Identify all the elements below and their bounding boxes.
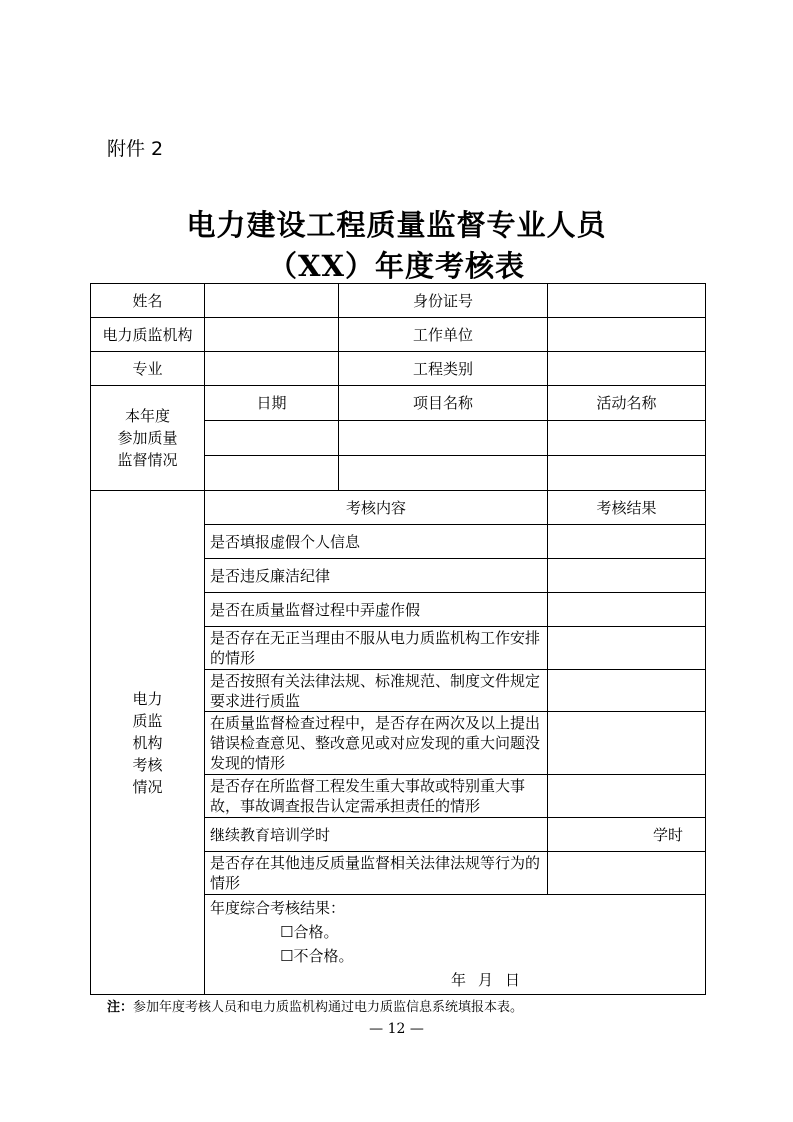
activity-name-field[interactable] [548,456,706,491]
row-name [91,284,706,318]
assessment-item: 在质量监督检查过程中，是否存在两次及以上提出错误检查意见、整改意见或对应发现的重大问题没发现的情形 [205,712,548,775]
label-project-type: 工程类别 [339,352,548,386]
form-title-line2: （XX）年度考核表 [267,249,525,283]
date-field[interactable] [205,456,339,491]
supervision-org-field[interactable] [205,318,339,352]
id-number-field[interactable] [548,284,706,318]
date-field[interactable] [205,421,339,456]
footnote-text: 参加年度考核人员和电力质监机构通过电力质监信息系统填报本表。 [133,1000,524,1015]
label-id-number: 身份证号 [339,284,548,318]
assessment-item: 是否存在所监督工程发生重大事故或特别重大事故，事故调查报告认定需承担责任的情形 [205,775,548,818]
assessment-result-field[interactable] [548,670,706,712]
col-assessment-content: 考核内容 [205,491,548,525]
specialty-field[interactable] [205,352,339,386]
assessment-item: 是否违反廉洁纪律 [205,559,548,593]
fail-checkbox[interactable]: ☐不合格。 [280,947,354,965]
year-label: 年 [450,971,466,989]
label-assessment: 电力 质监 机构 考核 情况 [91,491,205,995]
activity-name-field[interactable] [548,421,706,456]
assessment-item: 是否存在其他违反质量监督相关法律法规等行为的情形 [205,852,548,895]
row-specialty [91,352,706,386]
label-supervision-org: 电力质监机构 [91,318,205,352]
pass-checkbox[interactable]: ☐合格。 [280,923,339,941]
col-project-name: 项目名称 [339,386,548,421]
assessment-item: 是否存在无正当理由不服从电力质监机构工作安排的情形 [205,627,548,670]
assessment-header-row [91,491,706,525]
name-field[interactable] [205,284,339,318]
assessment-result-field[interactable] [548,627,706,670]
label-name: 姓名 [91,284,205,318]
training-hours-label: 继续教育培训学时 [205,818,548,852]
assessment-item: 是否填报虚假个人信息 [205,525,548,559]
day-label: 日 [504,971,520,989]
assessment-result-field[interactable] [548,559,706,593]
row-org [91,318,706,352]
col-activity-name: 活动名称 [548,386,706,421]
col-assessment-result: 考核结果 [548,491,706,525]
col-date: 日期 [205,386,339,421]
work-unit-field[interactable] [548,318,706,352]
assessment-form-table [90,283,706,995]
attachment-label: 附件 2 [107,138,164,160]
date-line [210,969,700,991]
project-name-field[interactable] [339,456,548,491]
form-title-line1: 电力建设工程质量监督专业人员 [186,208,607,242]
label-participation: 本年度 参加质量 监督情况 [91,386,205,491]
footnote [107,996,523,1015]
assessment-item: 是否在质量监督过程中弄虚作假 [205,593,548,627]
assessment-item: 是否按照有关法律法规、标准规范、制度文件规定要求进行质监 [205,670,548,712]
assessment-result-field[interactable] [548,775,706,818]
conclusion-cell [205,895,706,995]
assessment-result-field[interactable] [548,712,706,775]
project-name-field[interactable] [339,421,548,456]
assessment-result-field[interactable] [548,525,706,559]
month-label: 月 [477,971,493,989]
training-hours-field[interactable]: 学时 [548,818,706,852]
conclusion-label: 年度综合考核结果： [210,899,346,917]
label-specialty: 专业 [91,352,205,386]
assessment-result-field[interactable] [548,852,706,895]
project-type-field[interactable] [548,352,706,386]
label-work-unit: 工作单位 [339,318,548,352]
footnote-prefix: 注： [107,1000,134,1015]
page-number: — 12 — [369,1021,424,1037]
participation-header-row [91,386,706,421]
assessment-result-field[interactable] [548,593,706,627]
